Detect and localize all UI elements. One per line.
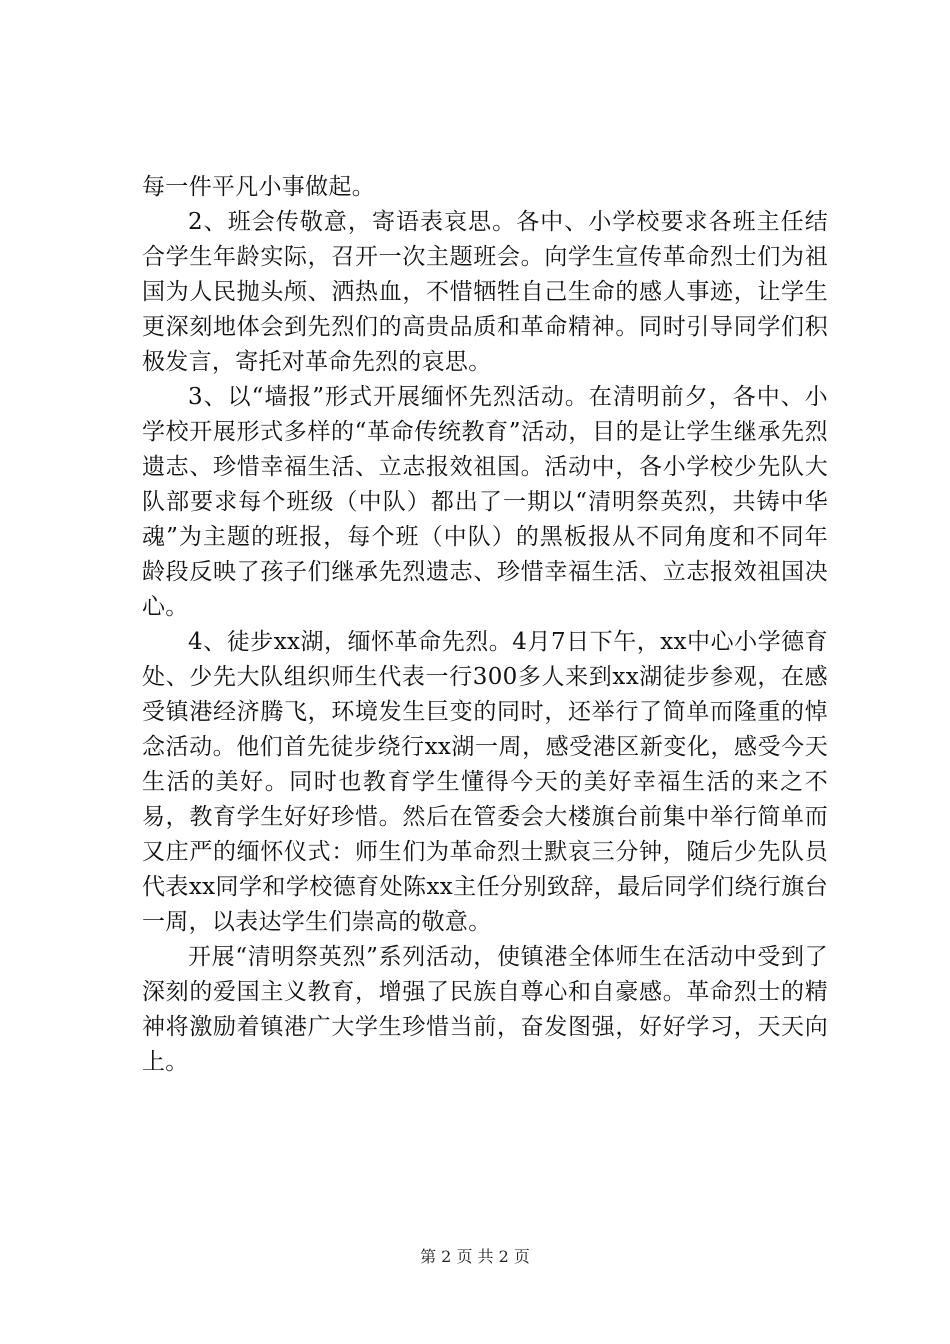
paragraph-conclusion: 开展“清明祭英烈”系列活动，使镇港全体师生在活动中受到了深刻的爱国主义教育，增强了民族自尊心和自豪感。革命烈士的精神将激励着镇港广大学生珍惜当前，奋发图强，好好学习，天天向上。 bbox=[142, 944, 828, 1075]
page-number-footer: 第 2 页 共 2 页 bbox=[420, 1247, 530, 1266]
paragraph-continuation: 每一件平凡小事做起。 bbox=[142, 174, 375, 200]
document-body bbox=[142, 170, 828, 1080]
paragraph-lake-walk: 4、徒步xx湖，缅怀革命先烈。4月7日下午，xx中心小学德育处、少先大队组织师生代表一行300多人来到xx湖徒步参观，在感受镇港经济腾飞，环境发生巨变的同时，还举行了简单而隆重的悼念活动。他们首先徒步绕行xx湖一周，感受港区新变化，感受今天生活的美好。同时也教育学生懂得今天的美好幸福生活的来之不易，教育学生好好珍惜。然后在管委会大楼旗台前集中举行简单而又庄严的缅怀仪式：师生们为革命烈士默哀三分钟，随后少先队员代表xx同学和学校德育处陈xx主任分别致辞，最后同学们绕行旗台一周，以表达学生们崇高的敬意。 bbox=[142, 629, 828, 935]
paragraph-class-meeting: 2、班会传敬意，寄语表哀思。各中、小学校要求各班主任结合学生年龄实际，召开一次主题班会。向学生宣传革命烈士们为祖国为人民抛头颅、洒热血，不惜牺牲自己生命的感人事迹，让学生更深刻地体会到先烈们的高贵品质和革命精神。同时引导同学们积极发言，寄托对革命先烈的哀思。 bbox=[142, 209, 828, 375]
paragraph-wall-newspaper: 3、以“墙报”形式开展缅怀先烈活动。在清明前夕，各中、小学校开展形式多样的“革命传统教育”活动，目的是让学生继承先烈遗志、珍惜幸福生活、立志报效祖国。活动中，各小学校少先队大队部要求每个班级（中队）都出了一期以“清明祭英烈，共铸中华魂”为主题的班报，每个班（中队）的黑板报从不同角度和不同年龄段反映了孩子们继承先烈遗志、珍惜幸福生活、立志报效祖国决心。 bbox=[142, 384, 828, 620]
